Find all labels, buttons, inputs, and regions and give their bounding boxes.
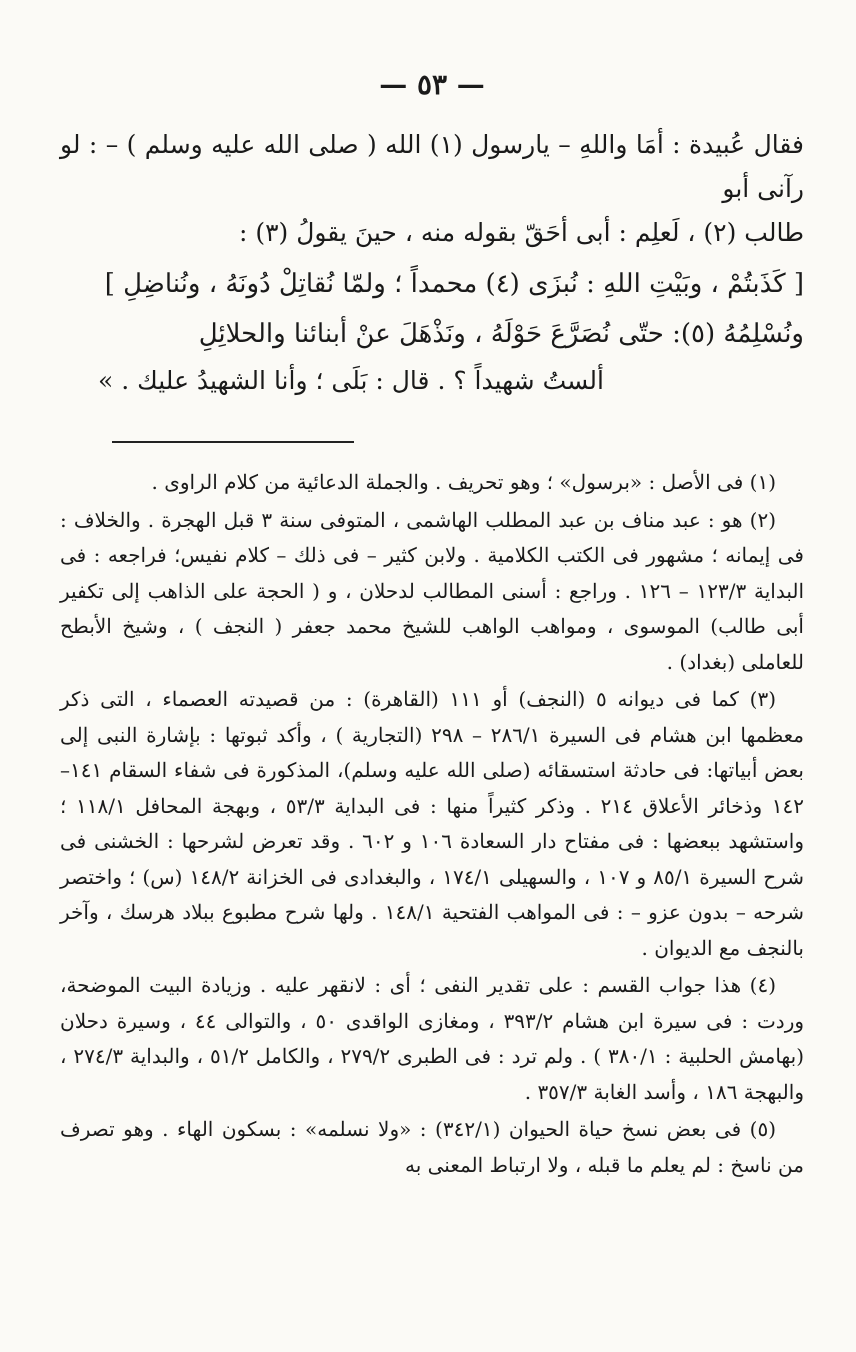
- main-line: فقال عُبيدة : أمَا واللهِ – يارسول (١) الله ( صلى الله عليه وسلم ) – : لو رآنى أبو: [60, 130, 804, 203]
- footnote: (٤) هذا جواب القسم : على تقدير النفى ؛ أى : لانقهر عليه . وزيادة البيت الموضحة، وردت : فى سيرة ابن هشام ٣٩٣/٢ ، ومغازى الواقدى ٥٠ ، والتوالى ٤٤ ، وسيرة دحلان (بهامش الحلبية : ٣٨٠/١ ) . ولم ترد : فى الطبرى ٢٧٩/٢ ، والكامل ٥١/٢ ، والبداية ٢٧٤/٣ ، والبهجة ١٨٦ ، وأسد الغابة ٣٥٧/٣ .: [60, 973, 805, 1104]
- page-number: — ٥٣ —: [379, 68, 485, 101]
- poem-verse: [60, 259, 804, 359]
- footnotes: [60, 465, 804, 1183]
- footnote: (٢) هو : عبد مناف بن عبد المطلب الهاشمى ، المتوفى سنة ٣ قبل الهجرة . والخلاف : فى إيمانه ؛ مشهور فى الكتب الكلامية . ولابن كثير – فى ذلك – كلام نفيس؛ فراجعه : فى البداية ١٢٣/٣ – ١٢٦ . وراجع : أسنى المطالب لدحلان ، و ( الحجة على الذاهب إلى تكفير أبى طالب) الموسوى ، ومواهب الواهب للشيخ محمد جعفر ( النجف ) ، وشيخ الأبطح للعاملى (بغداد) .: [60, 507, 805, 674]
- main-line-closing: ألستُ شهيداً ؟ . قال : بَلَى ؛ وأنا الشهيدُ عليك . »: [98, 366, 604, 395]
- footnote: (٥) فى بعض نسخ حياة الحيوان (٣٤٢/١) : «ولا نسلمه» : بسكون الهاء . وهو تصرف من ناسخ : لم يعلم ما قبله ، ولا ارتباط المعنى به: [60, 1117, 804, 1177]
- main-text: [60, 123, 804, 403]
- footnote-divider: [112, 441, 354, 443]
- footnote: (١) فى الأصل : «برسول» ؛ وهو تحريف . والجملة الدعائية من كلام الراوى .: [151, 470, 776, 494]
- main-line: طالب (٢) ، لَعلِم : أبى أحَقّ بقوله منه ، حينَ يقولُ (٣) :: [238, 218, 804, 247]
- verse-line: ونُسْلِمُهُ (٥): حتّى نُصَرَّعَ حَوْلَهُ ، ونَذْهَلَ عنْ أبنائنا والحلائِلِ: [198, 319, 804, 349]
- verse-line: [ كَذَبتُمْ ، وبَيْتِ اللهِ : نُبزَى (٤) محمداً ؛ ولمّا نُقاتِلْ دُونَهُ ، ونُناضِلِ ]: [104, 269, 804, 299]
- footnote: (٣) كما فى ديوانه ٥ (النجف) أو ١١١ (القاهرة) : من قصيدته العصماء ، التى ذكر معظمها ابن هشام فى السيرة ٢٨٦/١ – ٢٩٨ (التجارية ) ، وأكد ثبوتها : بإشارة النبى إلى بعض أبياتها: فى حادثة استسقائه (صلى الله عليه وسلم)، المذكورة فى شفاء السقام ١٤١–١٤٢ وذخائر الأعلاق ٢١٤ . وذكر كثيراً منها : فى البداية ٥٣/٣ ، وبهجة المحافل ١١٨/١ ؛ واستشهد ببعضها : فى مفتاح دار السعادة ١٠٦ و ٦٠٢ . وقد تعرض لشرحها : الخشنى فى شرح السيرة ٨٥/١ و ١٠٧ ، والسهيلى ١٧٤/١ ، والبغدادى فى الخزانة ١٤٨/٢ (س) ؛ واختصر شرحه – بدون عزو – : فى المواهب الفتحية ١٤٨/١ . ولها شرح مطبوع ببلاد هرسك ، وآخر بالنجف مع الديوان .: [60, 687, 805, 960]
